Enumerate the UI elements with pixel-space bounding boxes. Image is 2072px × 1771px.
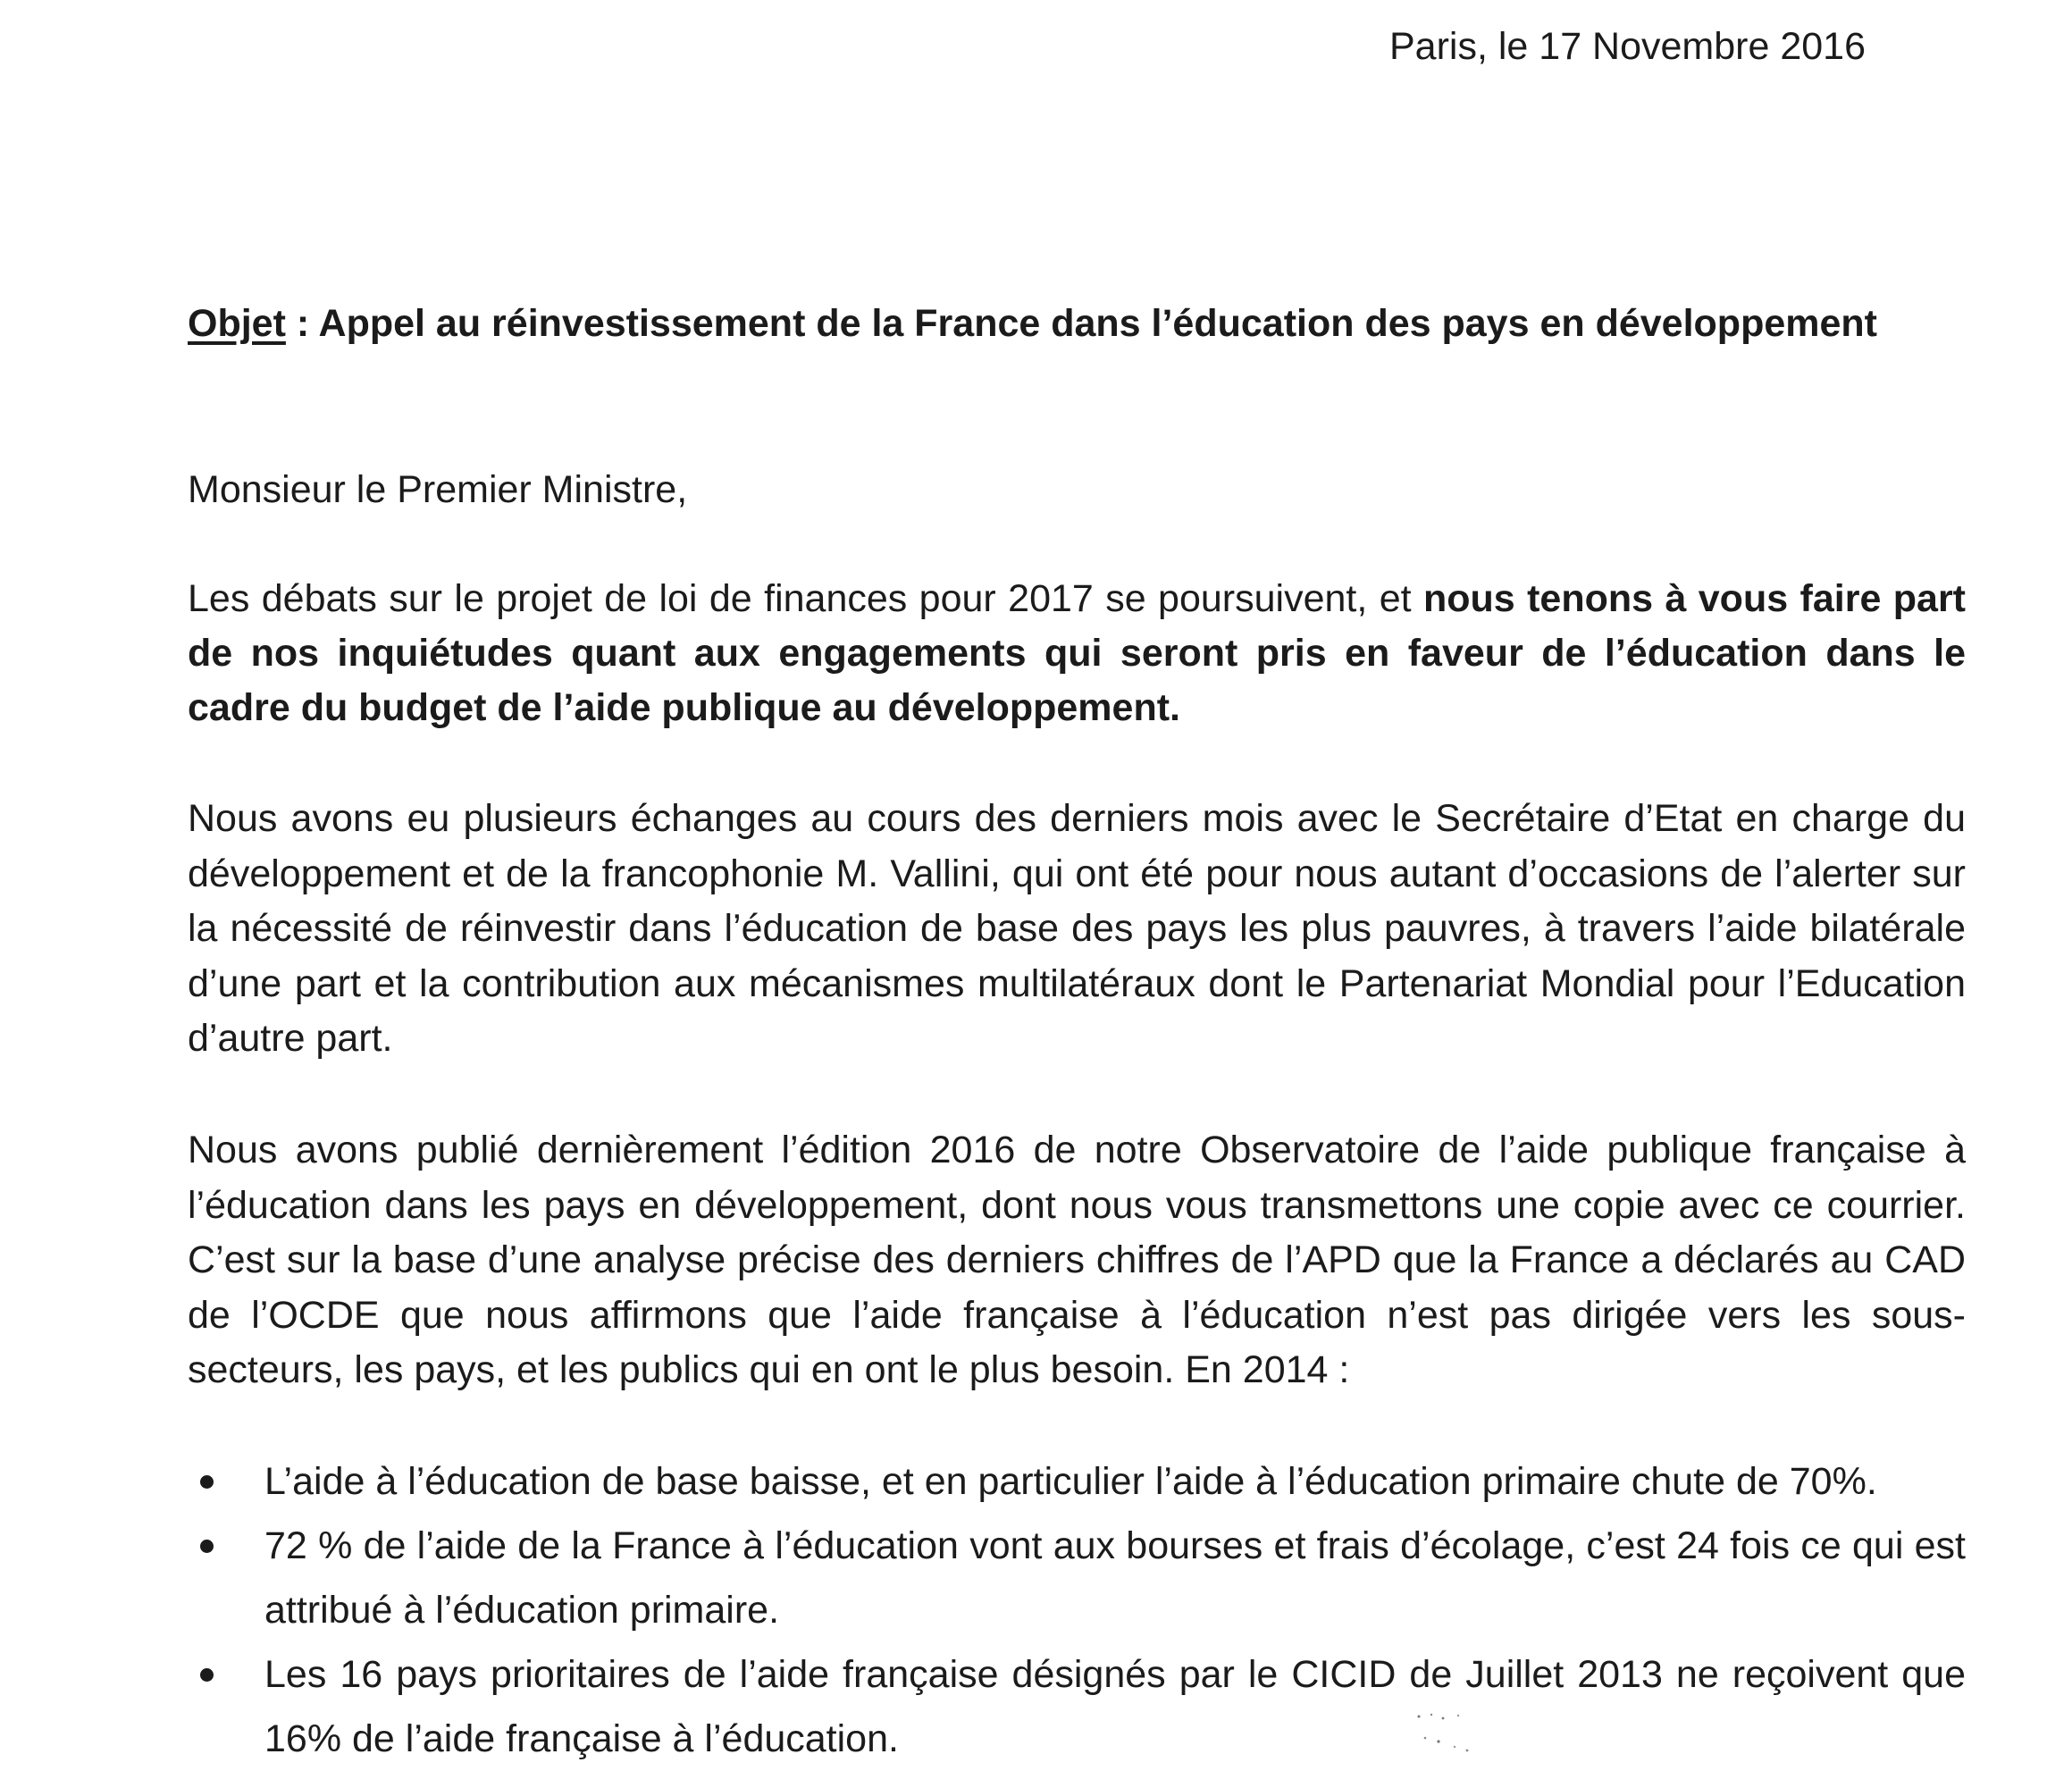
bullet-icon <box>200 1668 214 1682</box>
letter-date: Paris, le 17 Novembre 2016 <box>1389 25 1866 68</box>
letter-subject <box>188 298 1877 348</box>
letter-salutation: Monsieur le Premier Ministre, <box>188 468 688 511</box>
bullet-icon <box>200 1540 214 1553</box>
subject-label: Objet <box>188 302 286 345</box>
bullet-icon <box>200 1475 214 1489</box>
paragraph-1-regular-text: Les débats sur le projet de loi de finances pour 2017 se poursuivent, et <box>188 577 1423 620</box>
scan-specks <box>1412 1711 1492 1760</box>
paragraph-budget-concerns <box>188 572 1966 735</box>
findings-list <box>188 1449 1966 1771</box>
list-item-text: 72 % de l’aide de la France à l’éducation vont aux bourses et frais d’écolage, c’est 24 fois ce qui est attribué à l’éducation primaire. <box>264 1524 1966 1632</box>
paragraph-1-bold-text: nous tenons à vous faire part de nos inquiétudes quant aux engagements qui seront pris en faveur de l’éducation dans le cadre du budget de l’aide publique au développement. <box>188 577 1966 729</box>
list-item <box>188 1642 1966 1771</box>
list-item <box>188 1514 1966 1642</box>
paragraph-exchanges: Nous avons eu plusieurs échanges au cours des derniers mois avec le Secrétaire d’Etat en charge du développement et de la francophonie M. Vallini, qui ont été pour nous autant d’occasions de l’alerter sur la nécessité de réinvestir dans l’éducation de base des pays les plus pauvres, à travers l’aide bilatérale d’une part et la contribution aux mécanismes multilatéraux dont le Partenariat Mondial pour l’Education d’autre part. <box>188 797 1966 1060</box>
subject-text: : Appel au réinvestissement de la France dans l’éducation des pays en développement <box>285 302 1877 345</box>
list-item-text: Les 16 pays prioritaires de l’aide française désignés par le CICID de Juillet 2013 ne reçoivent que 16% de l’aide française à l’éducation. <box>264 1653 1966 1760</box>
list-item-text: L’aide à l’éducation de base baisse, et en particulier l’aide à l’éducation primaire chute de 70%. <box>264 1460 1877 1503</box>
list-item <box>188 1449 1966 1514</box>
paragraph-observatory: Nous avons publié dernièrement l’édition 2016 de notre Observatoire de l’aide publique française à l’éducation dans les pays en développement, dont nous vous transmettons une copie avec ce courrier. C’est sur la base d’une analyse précise des derniers chiffres de l’APD que la France a déclarés au CAD de l’OCDE que nous affirmons que l’aide française à l’éducation n’est pas dirigée vers les sous-secteurs, les pays, et les publics qui en ont le plus besoin. En 2014 : <box>188 1129 1966 1391</box>
